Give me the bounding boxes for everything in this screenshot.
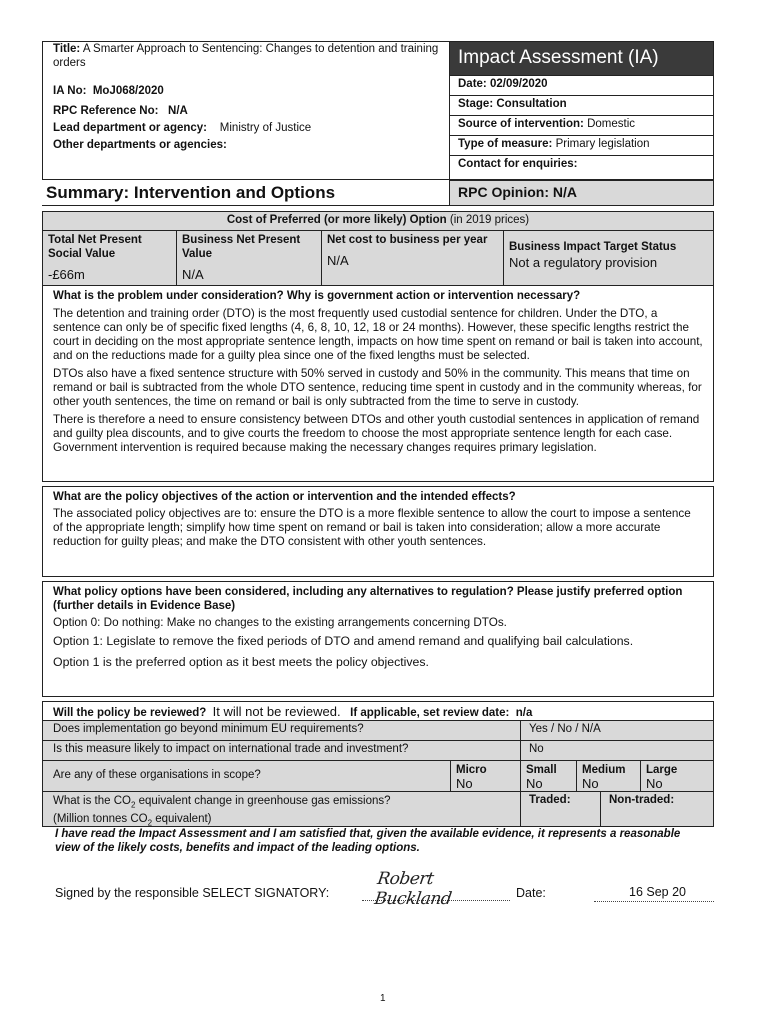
trade-question: Is this measure likely to impact on international trade and investment? (42, 740, 521, 761)
ia-number: IA No: MoJ068/2020 (53, 85, 164, 97)
co2-question: What is the $CO_2$ equivalent change in greenhouse gas emissions? (Million tonnes $CO_2$ equivalent) (42, 791, 521, 827)
scope-small: Small No (520, 760, 577, 792)
business-impact-target: Business Impact Target Status Not a regulatory provision (503, 230, 714, 286)
signature-date: 16 Sep 20 (594, 885, 714, 902)
problem-para-3: There is therefore a need to ensure consistency between DTOs and other youth custodial sentences in application of remand and guilty plea discounts, and to give courts the freedom to choose the most appropriate sentence length for each case. Government intervention is required because making the necessary changes requires primary legislation. (53, 413, 700, 454)
eu-answer: Yes / No / N/A (520, 720, 714, 741)
objectives-section (42, 486, 714, 577)
objectives-question: What are the policy objectives of the action or intervention and the intended effects? (53, 491, 516, 503)
problem-para-2: DTOs also have a fixed sentence structure with 50% served in custody and 50% in the community. This means that time on remand or bail is subtracted from the whole DTO sentence, reducing time spent in custody and in the community whereas, for other youth sentences, the time on remand or bail is only subtracted from the time to serve in custody. (53, 367, 702, 408)
cost-col-bnpv: Business Net Present Value N/A (176, 230, 322, 286)
header-date: Date: 02/09/2020 (449, 75, 714, 96)
page-number: 1 (380, 993, 386, 1004)
preferred-option: Option 1 is the preferred option as it best meets the policy objectives. (53, 655, 429, 669)
review-row: Will the policy be reviewed? It will not be reviewed. If applicable, set review date: n/a (42, 701, 714, 721)
problem-section (42, 285, 714, 482)
handwritten-signature: Robert Buckland (373, 869, 453, 909)
problem-para-1: The detention and training order (DTO) is the most frequently used custodial sentence for children. Under the DTO, a sentence can only be of specific fixed lengths (4, 6, 8, 10, 12, 18 or 24 months). However, these specific lengths restrict the court in deciding on the most appropriate sentence length, impacts on how time spent on remand or bail is taken into account, and on the reductions made for a guilty plea since one of the fixed lengths must be selected. (53, 307, 703, 362)
scope-question: Are any of these organisations in scope? (42, 760, 451, 792)
signature-label: Signed by the responsible SELECT SIGNATORY: (55, 886, 330, 900)
cost-heading: Cost of Preferred (or more likely) Option (in 2019 prices) (42, 211, 714, 231)
option-0: Option 0: Do nothing: Make no changes to the existing arrangements concerning DTOs. (53, 616, 507, 629)
lead-department: Lead department or agency: Ministry of Justice (53, 122, 312, 134)
option-1: Option 1: Legislate to remove the fixed periods of DTO and amend remand and qualifying bail calculations. (53, 634, 634, 648)
cost-col-net-cost: Net cost to business per year N/A (321, 230, 504, 286)
eu-question: Does implementation go beyond minimum EU requirements? (42, 720, 521, 741)
scope-medium: Medium No (576, 760, 641, 792)
document-title: Title: A Smarter Approach to Sentencing: Changes to detention and training orders (53, 43, 439, 69)
options-section (42, 581, 714, 697)
header-stage: Stage: Consultation (449, 95, 714, 116)
co2-traded: Traded: (520, 791, 601, 827)
co2-non-traded: Non-traded: (600, 791, 714, 827)
date-label: Date: (516, 886, 546, 900)
declaration: I have read the Impact Assessment and I am satisfied that, given the available evidence, it represents a reasonable view of the likely costs, benefits and impact of the leading options. (55, 828, 681, 854)
header-measure: Type of measure: Primary legislation (449, 135, 714, 156)
ia-banner: Impact Assessment (IA) (449, 41, 714, 76)
trade-answer: No (520, 740, 714, 761)
rpc-reference: RPC Reference No: N/A (53, 105, 188, 117)
signature-line (362, 867, 510, 909)
other-departments: Other departments or agencies: (53, 139, 227, 151)
scope-micro: Micro No (450, 760, 521, 792)
rpc-opinion: RPC Opinion: N/A (449, 180, 714, 206)
header-source: Source of intervention: Domestic (449, 115, 714, 136)
problem-question: What is the problem under consideration? Why is government action or intervention necessary? (53, 290, 581, 302)
options-question: What policy options have been considered, including any alternatives to regulation? Please justify preferred option (further details in Evidence Base) (53, 586, 683, 612)
summary-underline (42, 205, 450, 206)
objectives-text: The associated policy objectives are to: ensure the DTO is a more flexible sentence to allow the court to impose a sentence of the appropriate length; simplify how time spent on remand or bail is taken into consideration; allow a more accurate reduction for guilty pleas; and make the DTO consistent with other youth sentences. (53, 507, 691, 548)
header-details (42, 41, 450, 180)
header-contact: Contact for enquiries: (449, 155, 714, 180)
summary-title: Summary: Intervention and Options (46, 183, 336, 202)
cost-col-npsv: Total Net Present Social Value -£66m (42, 230, 177, 286)
scope-large: Large No (640, 760, 714, 792)
